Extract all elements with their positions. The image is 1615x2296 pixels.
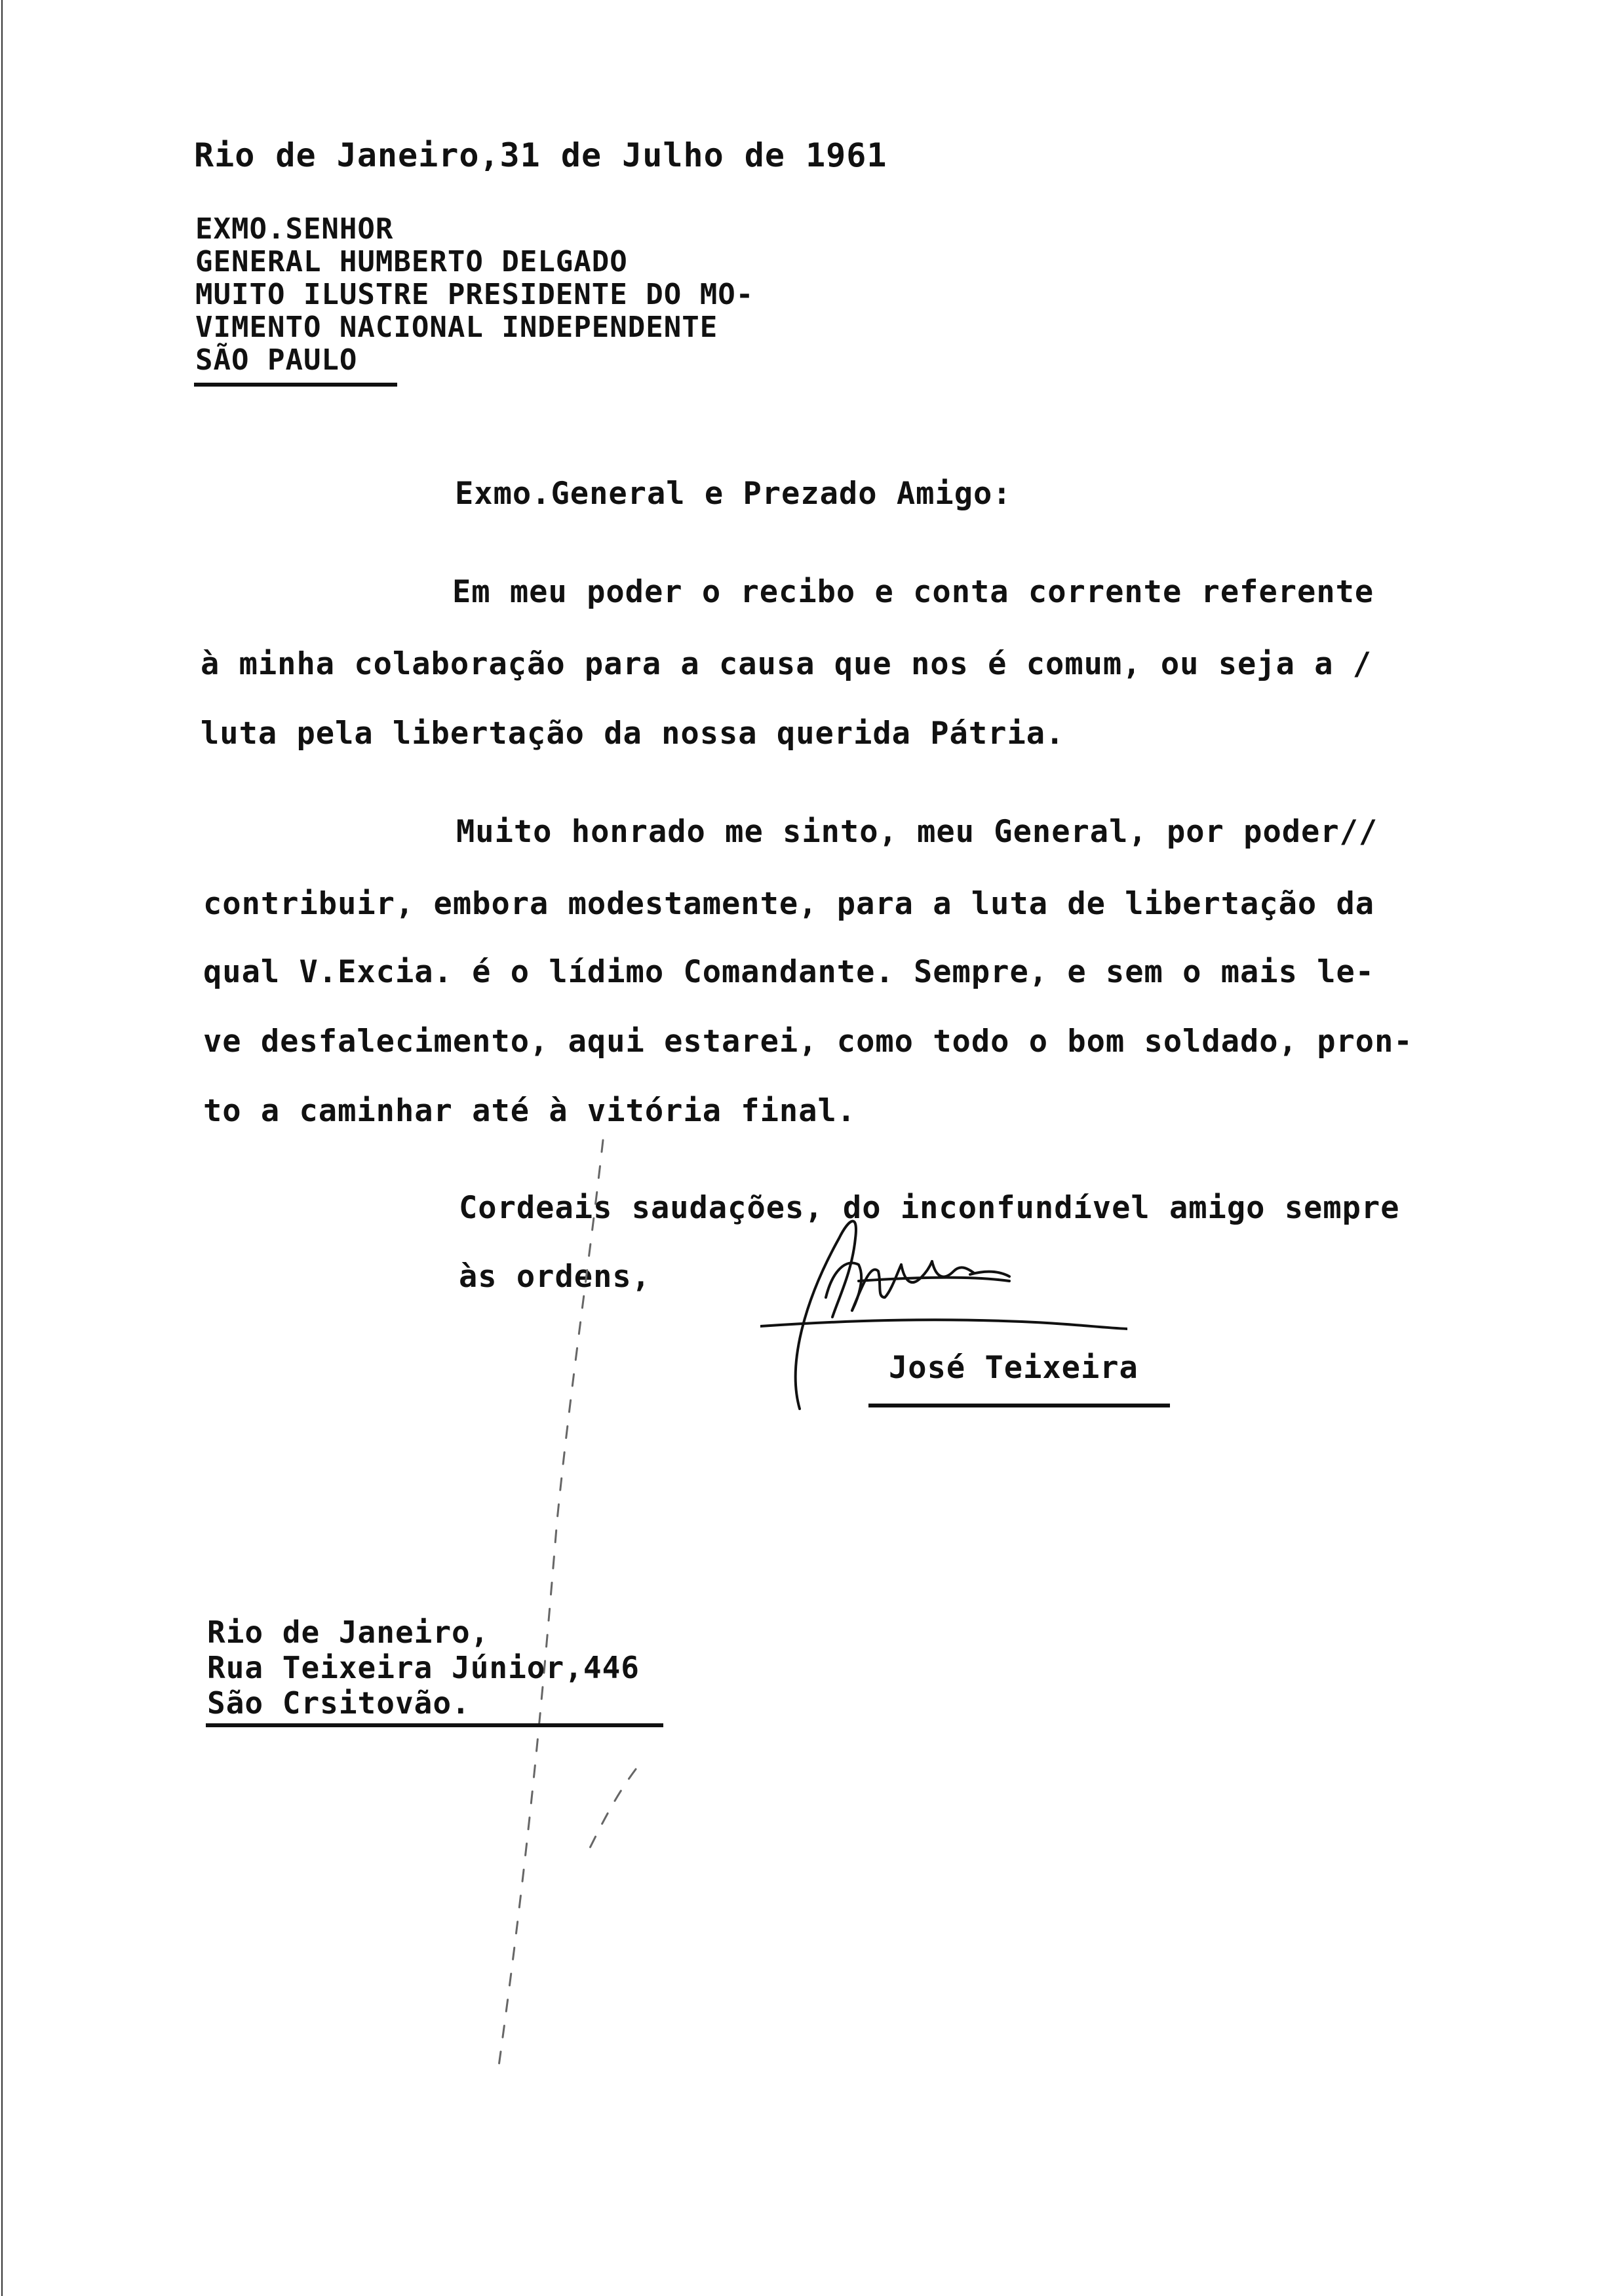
- closing-line-1: Cordeais saudações, do inconfundível amigo sempre: [459, 1190, 1400, 1226]
- sender-address-line-1: Rio de Janeiro,: [207, 1615, 490, 1650]
- paragraph2-line-5: to a caminhar até à vitória final.: [203, 1093, 857, 1129]
- addressee-line-2: GENERAL HUMBERTO DELGADO: [195, 245, 628, 278]
- sender-address-underline: [206, 1723, 663, 1727]
- paragraph2-line-2: contribuir, embora modestamente, para a luta de libertação da: [203, 886, 1375, 922]
- addressee-line-4: VIMENTO NACIONAL INDEPENDENTE: [195, 311, 718, 344]
- signature-name: José Teixeira: [889, 1350, 1138, 1386]
- date-line: Rio de Janeiro,31 de Julho de 1961: [194, 136, 887, 174]
- pencil-mark: [472, 1114, 800, 2097]
- salutation: Exmo.General e Prezado Amigo:: [455, 476, 1012, 512]
- sender-address-line-3: São Crsitovão.: [207, 1685, 471, 1721]
- margin-line: [1, 0, 3, 2296]
- closing-line-2: às ordens,: [459, 1259, 651, 1295]
- addressee-underline: [194, 383, 397, 387]
- paragraph2-line-3: qual V.Excia. é o lídimo Comandante. Sempre, e sem o mais le-: [203, 954, 1375, 990]
- paragraph1-line-2: à minha colaboração para a causa que nos é comum, ou seja a /: [201, 646, 1372, 682]
- paragraph1-line-1: Em meu poder o recibo e conta corrente referente: [452, 574, 1374, 610]
- addressee-line-5: SÃO PAULO: [195, 343, 358, 377]
- paragraph2-line-4: ve desfalecimento, aqui estarei, como todo o bom soldado, pron-: [203, 1024, 1413, 1060]
- sender-address-line-2: Rua Teixeira Júnior,446: [207, 1650, 640, 1685]
- signature-underline: [868, 1404, 1170, 1407]
- handwritten-signature: [760, 1199, 1127, 1422]
- addressee-line-3: MUITO ILUSTRE PRESIDENTE DO MO-: [195, 278, 754, 311]
- paragraph1-line-3: luta pela libertação da nossa querida Pátria.: [201, 716, 1065, 752]
- paragraph2-line-1: Muito honrado me sinto, meu General, por poder//: [456, 814, 1378, 850]
- addressee-line-1: EXMO.SENHOR: [195, 212, 394, 246]
